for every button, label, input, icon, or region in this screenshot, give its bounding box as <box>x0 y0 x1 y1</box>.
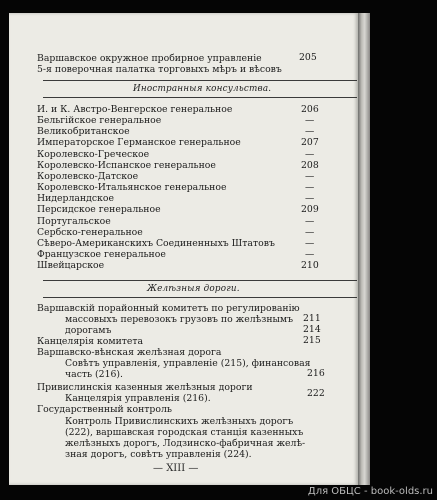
entry-sub <box>65 369 123 380</box>
consulate-entry <box>37 149 149 160</box>
consulate-label: Королевско-Испанское генеральное <box>37 159 216 171</box>
consulate-entry <box>37 227 143 238</box>
consulate-entry <box>37 171 138 182</box>
entry-page-number: 216 <box>307 368 325 379</box>
consulate-page-number: 210 <box>301 260 319 272</box>
consulate-page-number: — <box>305 126 315 138</box>
entry-page-number: 215 <box>303 335 321 346</box>
consulate-page-number: — <box>305 182 315 194</box>
entry-chancellery <box>37 336 143 347</box>
entry-label: (222), варшавская городская станція казенныхъ <box>65 427 304 438</box>
entry-label: Привислинскія казенныя желѣзныя дороги <box>37 382 253 393</box>
consulate-page-number: — <box>305 237 315 249</box>
entry-label: Варшавскій порайонный комитетъ по регулированію <box>37 303 300 314</box>
consulate-page-number: — <box>305 215 315 227</box>
page-edge <box>358 13 370 485</box>
entry-label: Канцелярія управленія (216). <box>65 393 211 404</box>
section-divider <box>43 297 357 298</box>
section-heading-railways: Желѣзныя дороги. <box>147 284 240 294</box>
consulate-label: Персидское генеральное <box>37 204 161 216</box>
entry-assay-office <box>37 53 262 64</box>
consulate-page-number: — <box>305 248 315 260</box>
entry-warsaw-vienna-railway <box>37 347 221 358</box>
consulate-label: И. и К. Австро-Венгерское генеральное <box>37 104 233 115</box>
consulate-page-number: — <box>305 193 315 205</box>
section-divider <box>43 80 357 81</box>
entry-label: дорогамъ <box>65 325 112 336</box>
entry-label: Государственный контроль <box>37 404 172 415</box>
consulate-label: Королевско-Датское <box>37 170 139 182</box>
consulate-page-number: 208 <box>301 159 319 171</box>
consulate-entry <box>37 204 161 215</box>
consulate-entry <box>37 182 226 193</box>
consulate-page-number: — <box>305 226 315 238</box>
consulate-label: Бельгійское генеральное <box>37 115 162 127</box>
consulate-label: Сѣверо-Американскихъ Соединенныхъ Штатовъ <box>37 237 275 249</box>
consulate-entry <box>37 160 216 171</box>
consulate-entry <box>37 193 114 204</box>
entry-committee-cont <box>65 325 111 336</box>
section-divider <box>43 97 357 98</box>
consulate-entry <box>37 216 111 227</box>
consulate-page-number: 206 <box>301 104 319 115</box>
entry-label: часть (216). <box>65 369 124 380</box>
entry-label: Контроль Привислинскихъ желѣзныхъ дорогъ <box>65 416 294 427</box>
consulate-entry <box>37 104 232 115</box>
entry-label: зная дорогъ, совѣтъ управленія (224). <box>65 449 252 460</box>
consulate-page-number: 209 <box>301 204 319 216</box>
consulate-label: Королевско-Греческое <box>37 148 150 160</box>
entry-vistula-railways <box>37 382 253 393</box>
entry-committee-cont <box>65 314 293 325</box>
entry-weights-chamber <box>37 64 282 75</box>
entry-sub <box>65 438 305 449</box>
consulate-label: Французское генеральное <box>37 248 166 260</box>
entry-sub <box>65 416 293 427</box>
consulate-entry <box>37 126 130 137</box>
entry-page-number: 214 <box>303 324 321 335</box>
entry-state-control <box>37 404 172 415</box>
consulate-entry <box>37 115 161 126</box>
consulate-label: Императорское Германское генеральное <box>37 137 241 149</box>
entry-page-number: 222 <box>307 388 325 399</box>
entry-committee <box>37 303 300 314</box>
consulate-entry <box>37 137 241 148</box>
consulate-label: Великобританское <box>37 126 130 138</box>
consulate-entry <box>37 238 275 249</box>
entry-label: 5-я поверочная палатка торговыхъ мѣръ и вѣсовъ <box>37 64 282 75</box>
entry-label: Канцелярія комитета <box>37 336 144 347</box>
entry-label: Варшавско-вѣнская желѣзная дорога <box>37 347 222 358</box>
page-footer: — XIII — <box>153 463 199 474</box>
entry-sub <box>65 358 311 369</box>
entry-sub <box>65 427 303 438</box>
entry-sub <box>65 449 252 460</box>
consulate-entry <box>37 260 104 271</box>
entry-sub <box>65 393 211 404</box>
watermark: Для ОБЦС - book-olds.ru <box>307 486 433 497</box>
entry-label: желѣзныхъ дорогъ, Лодзинско-фабричная желѣ- <box>65 438 306 449</box>
book-page <box>9 13 358 485</box>
consulate-label: Швейцарское <box>37 260 105 272</box>
entry-page-number: 205 <box>299 52 317 63</box>
entry-label: Варшавское окружное пробирное управленіе <box>37 53 262 64</box>
consulate-page-number: — <box>305 170 315 182</box>
consulate-label: Сербско-генеральное <box>37 226 143 238</box>
consulate-page-number: 207 <box>301 137 319 149</box>
section-divider <box>43 280 357 281</box>
consulate-page-number: — <box>305 115 315 127</box>
entry-label: массовыхъ перевозокъ грузовъ по желѣзнымъ <box>65 314 294 325</box>
footer-page-number: XIII <box>166 463 186 474</box>
consulate-label: Королевско-Итальянское генеральное <box>37 182 227 194</box>
consulate-page-number: — <box>305 148 315 160</box>
section-heading-consulates: Иностранныя консульства. <box>133 84 272 94</box>
entry-page-number: 211 <box>303 313 321 324</box>
consulate-label: Португальское <box>37 215 111 227</box>
entry-label: Совѣтъ управленія, управленіе (215), финансовая <box>65 358 311 369</box>
consulate-label: Нидерландское <box>37 193 114 205</box>
consulate-entry <box>37 249 166 260</box>
